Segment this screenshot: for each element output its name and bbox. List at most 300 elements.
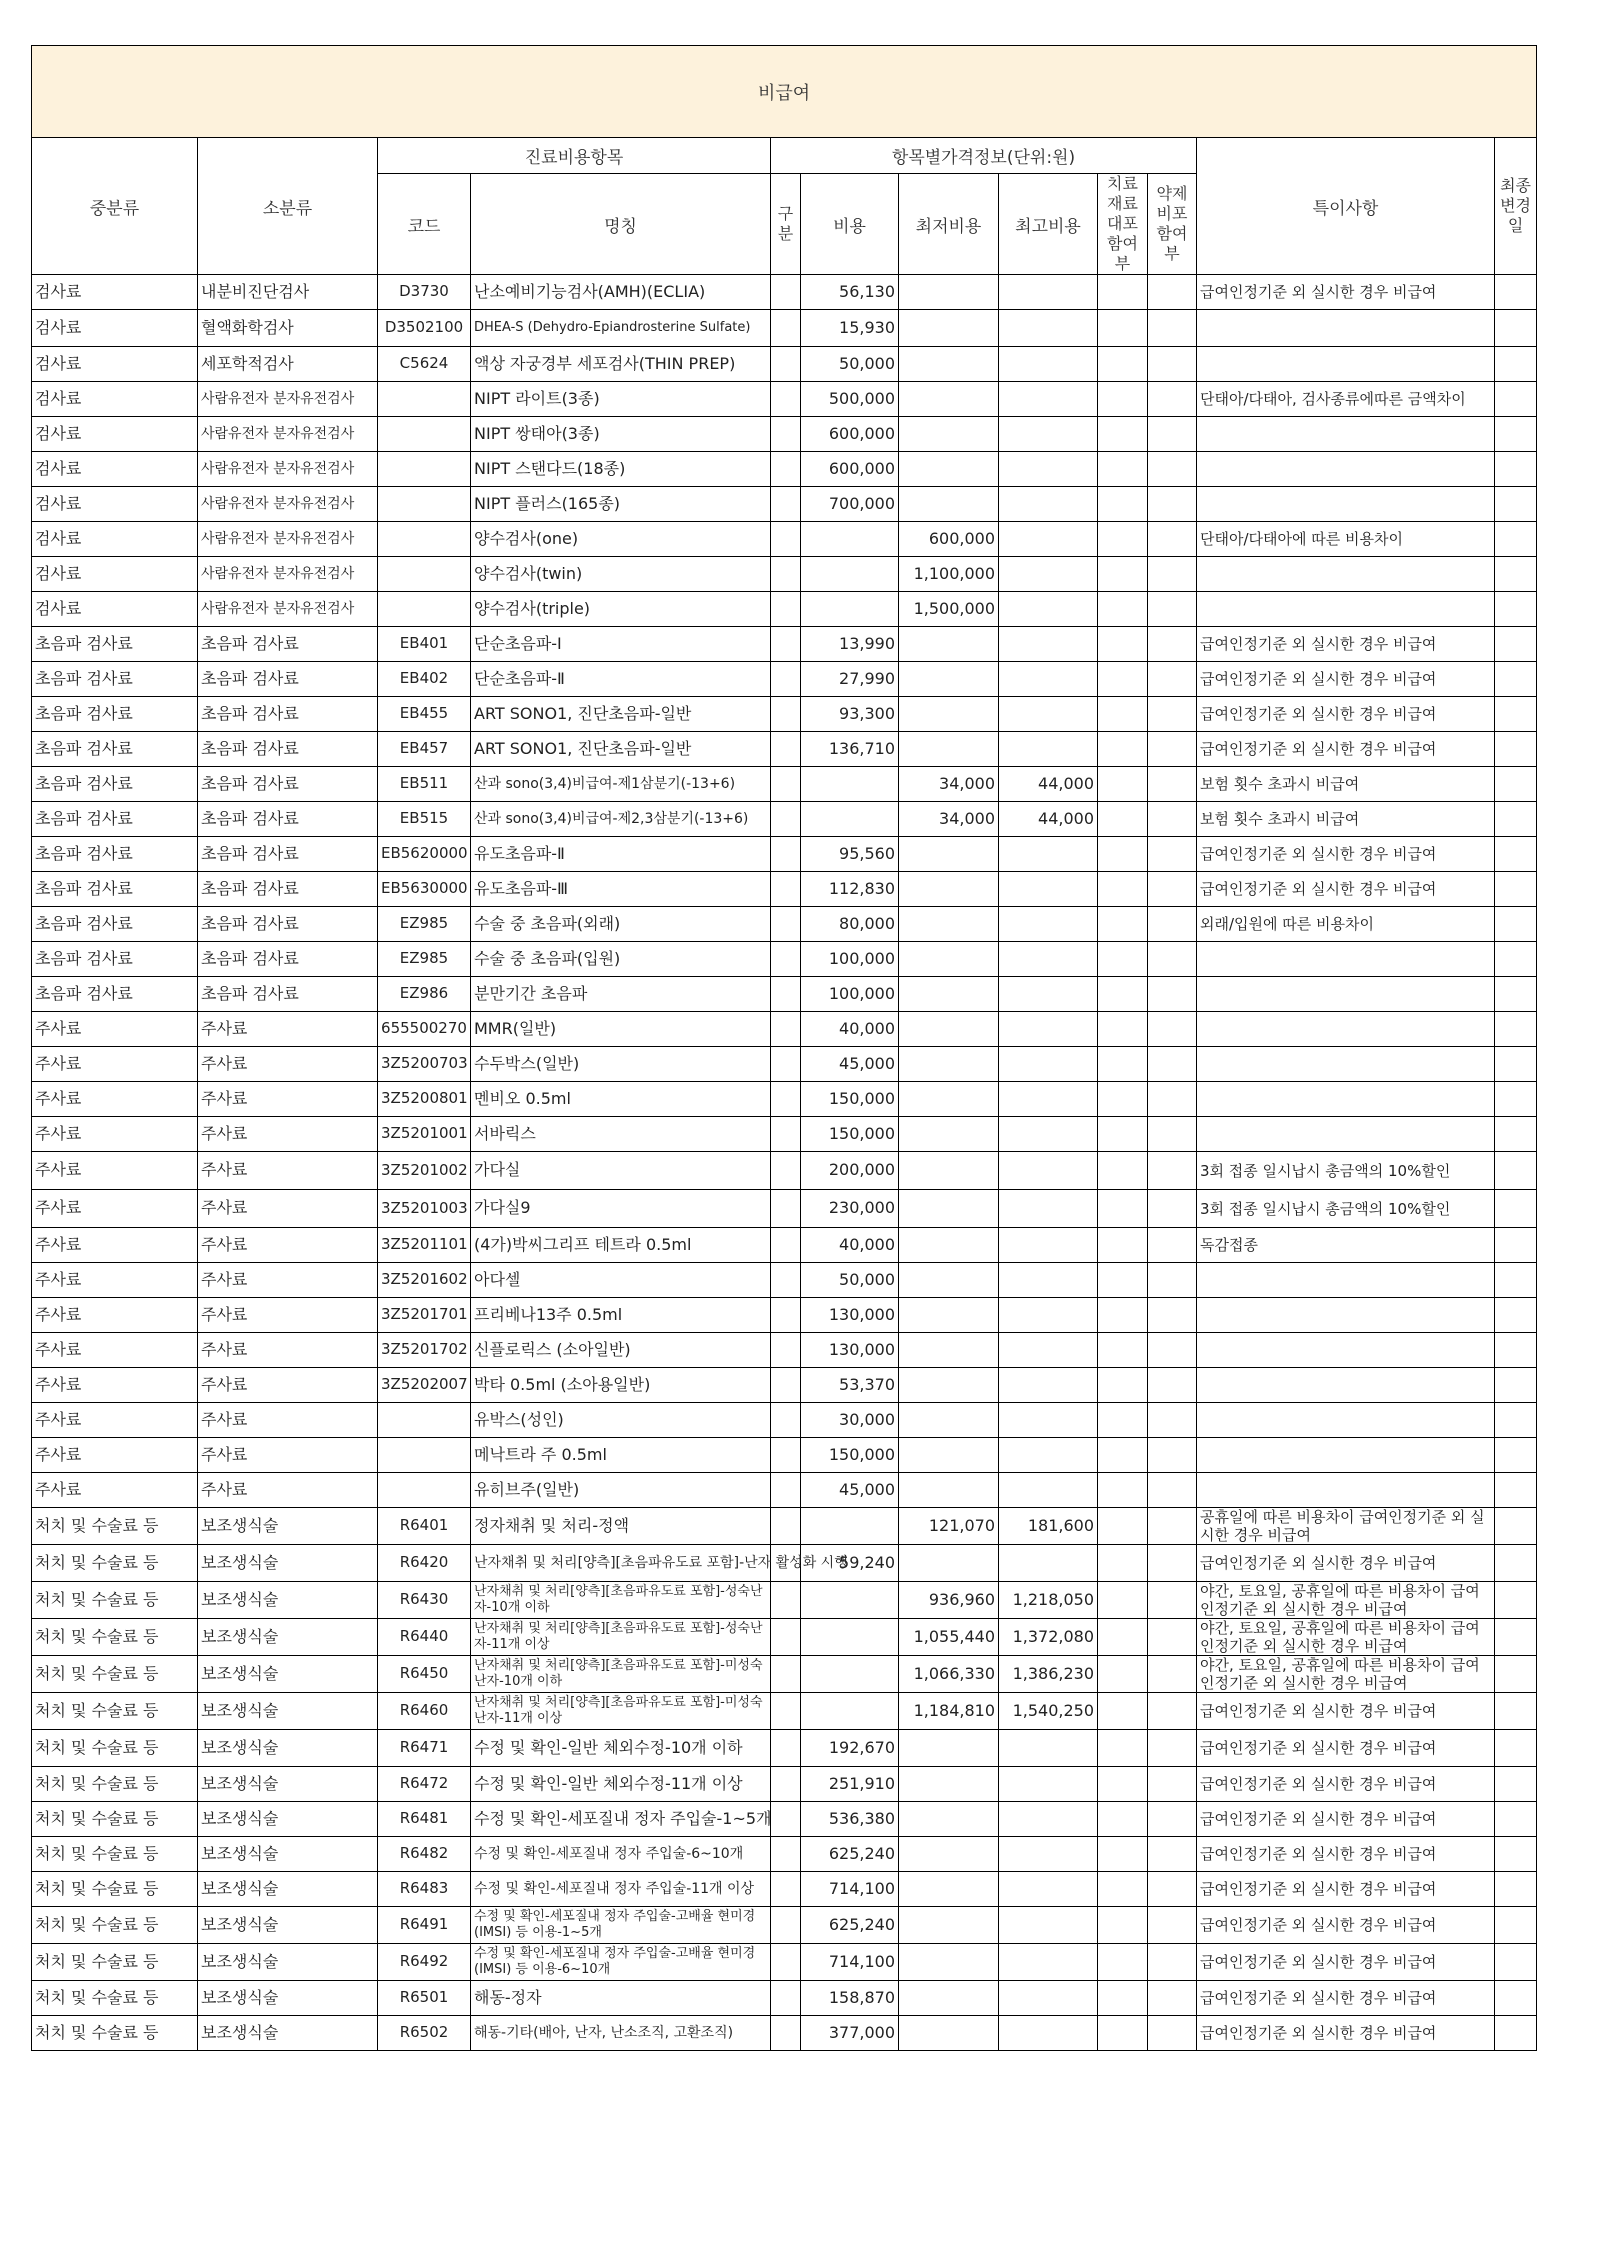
cell-note: 급여인정기준 외 실시한 경우 비급여 bbox=[1197, 1944, 1495, 1981]
cell-min-cost bbox=[899, 907, 999, 942]
cell-name: 해동-기타(배아, 난자, 난소조직, 고환조직) bbox=[471, 2016, 771, 2051]
cell-mid-category: 초음파 검사료 bbox=[32, 907, 198, 942]
table-row bbox=[32, 627, 1537, 662]
cell-mid-category: 초음파 검사료 bbox=[32, 732, 198, 767]
cell-sub-category: 주사료 bbox=[198, 1403, 378, 1438]
cell-cost: 158,870 bbox=[801, 1981, 899, 2016]
header-group-price: 항목별가격정보(단위:원) bbox=[771, 138, 1197, 174]
cell-div bbox=[771, 697, 801, 732]
cell-sub-category: 초음파 검사료 bbox=[198, 627, 378, 662]
cell-last-change bbox=[1495, 1693, 1537, 1730]
cell-mid-category: 주사료 bbox=[32, 1263, 198, 1298]
cell-drug bbox=[1148, 697, 1197, 732]
cell-max-cost bbox=[999, 2016, 1098, 2051]
cell-code: R6450 bbox=[378, 1656, 471, 1693]
cell-max-cost bbox=[999, 907, 1098, 942]
cell-min-cost bbox=[899, 627, 999, 662]
table-row bbox=[32, 1545, 1537, 1582]
cell-div bbox=[771, 662, 801, 697]
cell-drug bbox=[1148, 275, 1197, 310]
cell-max-cost bbox=[999, 977, 1098, 1012]
table-row bbox=[32, 417, 1537, 452]
cell-material bbox=[1098, 1228, 1148, 1263]
cell-note bbox=[1197, 417, 1495, 452]
cell-cost: 27,990 bbox=[801, 662, 899, 697]
cell-min-cost bbox=[899, 1907, 999, 1944]
cell-max-cost bbox=[999, 1837, 1098, 1872]
cell-div bbox=[771, 1047, 801, 1082]
cell-cost: 700,000 bbox=[801, 487, 899, 522]
cell-note: 급여인정기준 외 실시한 경우 비급여 bbox=[1197, 1907, 1495, 1944]
cell-mid-category: 검사료 bbox=[32, 417, 198, 452]
cell-code: EB5620000 bbox=[378, 837, 471, 872]
cell-material bbox=[1098, 1082, 1148, 1117]
cell-material bbox=[1098, 697, 1148, 732]
cell-code: R6430 bbox=[378, 1582, 471, 1619]
cell-note bbox=[1197, 1263, 1495, 1298]
cell-drug bbox=[1148, 732, 1197, 767]
cell-last-change bbox=[1495, 1907, 1537, 1944]
cell-note: 급여인정기준 외 실시한 경우 비급여 bbox=[1197, 697, 1495, 732]
cell-sub-category: 초음파 검사료 bbox=[198, 662, 378, 697]
cell-last-change bbox=[1495, 592, 1537, 627]
cell-max-cost bbox=[999, 1872, 1098, 1907]
cell-max-cost bbox=[999, 627, 1098, 662]
cell-code: 3Z5201702 bbox=[378, 1333, 471, 1368]
cell-code: R6502 bbox=[378, 2016, 471, 2051]
cell-mid-category: 검사료 bbox=[32, 310, 198, 347]
cell-div bbox=[771, 872, 801, 907]
cell-last-change bbox=[1495, 697, 1537, 732]
cell-material bbox=[1098, 1298, 1148, 1333]
cell-cost: 100,000 bbox=[801, 977, 899, 1012]
cell-max-cost bbox=[999, 1012, 1098, 1047]
cell-code: EB457 bbox=[378, 732, 471, 767]
table-row bbox=[32, 1190, 1537, 1228]
cell-sub-category: 보조생식술 bbox=[198, 1872, 378, 1907]
cell-drug bbox=[1148, 1619, 1197, 1656]
cell-cost: 377,000 bbox=[801, 2016, 899, 2051]
cell-note: 급여인정기준 외 실시한 경우 비급여 bbox=[1197, 837, 1495, 872]
cell-sub-category: 주사료 bbox=[198, 1082, 378, 1117]
cell-div bbox=[771, 2016, 801, 2051]
cell-name: NIPT 스탠다드(18종) bbox=[471, 452, 771, 487]
cell-drug bbox=[1148, 1403, 1197, 1438]
cell-drug bbox=[1148, 1802, 1197, 1837]
cell-sub-category: 주사료 bbox=[198, 1047, 378, 1082]
cell-code: 3Z5200801 bbox=[378, 1082, 471, 1117]
table-row bbox=[32, 557, 1537, 592]
cell-name: 수정 및 확인-세포질내 정자 주입술-1~5개 bbox=[471, 1802, 771, 1837]
header-drug-included: 약제비포함여부 bbox=[1148, 174, 1197, 275]
cell-min-cost bbox=[899, 1545, 999, 1582]
cell-drug bbox=[1148, 1082, 1197, 1117]
cell-note: 급여인정기준 외 실시한 경우 비급여 bbox=[1197, 627, 1495, 662]
cell-name: 양수검사(one) bbox=[471, 522, 771, 557]
table-row bbox=[32, 942, 1537, 977]
cell-drug bbox=[1148, 417, 1197, 452]
cell-max-cost bbox=[999, 1981, 1098, 2016]
cell-div bbox=[771, 1152, 801, 1190]
cell-div bbox=[771, 452, 801, 487]
cell-name: 메낙트라 주 0.5ml bbox=[471, 1438, 771, 1473]
cell-cost: 45,000 bbox=[801, 1473, 899, 1508]
cell-drug bbox=[1148, 907, 1197, 942]
fee-table bbox=[31, 45, 1537, 2051]
table-row bbox=[32, 1082, 1537, 1117]
cell-drug bbox=[1148, 1907, 1197, 1944]
cell-div bbox=[771, 1872, 801, 1907]
cell-material bbox=[1098, 1944, 1148, 1981]
cell-drug bbox=[1148, 557, 1197, 592]
page-title: 비급여 bbox=[32, 46, 1537, 138]
cell-note: 급여인정기준 외 실시한 경우 비급여 bbox=[1197, 1693, 1495, 1730]
cell-mid-category: 검사료 bbox=[32, 522, 198, 557]
cell-note: 보험 횟수 초과시 비급여 bbox=[1197, 802, 1495, 837]
cell-material bbox=[1098, 1152, 1148, 1190]
table-row bbox=[32, 347, 1537, 382]
cell-div bbox=[771, 310, 801, 347]
table-row bbox=[32, 767, 1537, 802]
cell-material bbox=[1098, 1619, 1148, 1656]
cell-code: R6483 bbox=[378, 1872, 471, 1907]
cell-code: EZ985 bbox=[378, 907, 471, 942]
cell-material bbox=[1098, 942, 1148, 977]
cell-max-cost bbox=[999, 732, 1098, 767]
cell-material bbox=[1098, 1582, 1148, 1619]
cell-last-change bbox=[1495, 1837, 1537, 1872]
cell-code: R6440 bbox=[378, 1619, 471, 1656]
cell-code: R6471 bbox=[378, 1730, 471, 1767]
table-row bbox=[32, 1117, 1537, 1152]
cell-last-change bbox=[1495, 732, 1537, 767]
table-row bbox=[32, 1907, 1537, 1944]
cell-div bbox=[771, 1403, 801, 1438]
cell-name: 유히브주(일반) bbox=[471, 1473, 771, 1508]
cell-code bbox=[378, 592, 471, 627]
table-row bbox=[32, 1473, 1537, 1508]
cell-note: 단태아/다태아에 따른 비용차이 bbox=[1197, 522, 1495, 557]
cell-mid-category: 주사료 bbox=[32, 1473, 198, 1508]
cell-cost: 150,000 bbox=[801, 1438, 899, 1473]
cell-div bbox=[771, 1730, 801, 1767]
cell-sub-category: 사람유전자 분자유전검사 bbox=[198, 487, 378, 522]
cell-max-cost bbox=[999, 1228, 1098, 1263]
cell-material bbox=[1098, 907, 1148, 942]
table-row bbox=[32, 837, 1537, 872]
cell-cost: 500,000 bbox=[801, 382, 899, 417]
cell-name: 수정 및 확인-세포질내 정자 주입술-6~10개 bbox=[471, 1837, 771, 1872]
cell-mid-category: 초음파 검사료 bbox=[32, 662, 198, 697]
cell-name: DHEA-S (Dehydro-Epiandrosterine Sulfate) bbox=[471, 310, 771, 347]
cell-note bbox=[1197, 1012, 1495, 1047]
cell-div bbox=[771, 1228, 801, 1263]
cell-material bbox=[1098, 452, 1148, 487]
cell-material bbox=[1098, 1263, 1148, 1298]
cell-code: R6472 bbox=[378, 1767, 471, 1802]
table-row bbox=[32, 1802, 1537, 1837]
cell-max-cost bbox=[999, 1298, 1098, 1333]
cell-max-cost bbox=[999, 382, 1098, 417]
cell-sub-category: 내분비진단검사 bbox=[198, 275, 378, 310]
cell-mid-category: 처치 및 수술료 등 bbox=[32, 1872, 198, 1907]
cell-cost: 192,670 bbox=[801, 1730, 899, 1767]
cell-name: 아다셀 bbox=[471, 1263, 771, 1298]
cell-min-cost bbox=[899, 732, 999, 767]
cell-note: 급여인정기준 외 실시한 경우 비급여 bbox=[1197, 1545, 1495, 1582]
cell-note: 급여인정기준 외 실시한 경우 비급여 bbox=[1197, 2016, 1495, 2051]
cell-min-cost bbox=[899, 1802, 999, 1837]
cell-name: 수정 및 확인-일반 체외수정-10개 이하 bbox=[471, 1730, 771, 1767]
cell-min-cost bbox=[899, 1152, 999, 1190]
cell-min-cost bbox=[899, 1263, 999, 1298]
cell-last-change bbox=[1495, 1872, 1537, 1907]
cell-sub-category: 초음파 검사료 bbox=[198, 942, 378, 977]
cell-mid-category: 주사료 bbox=[32, 1368, 198, 1403]
cell-last-change bbox=[1495, 1368, 1537, 1403]
cell-drug bbox=[1148, 1152, 1197, 1190]
cell-div bbox=[771, 592, 801, 627]
cell-div bbox=[771, 977, 801, 1012]
cell-min-cost bbox=[899, 697, 999, 732]
cell-max-cost bbox=[999, 1117, 1098, 1152]
cell-material bbox=[1098, 2016, 1148, 2051]
cell-note bbox=[1197, 942, 1495, 977]
cell-drug bbox=[1148, 977, 1197, 1012]
cell-drug bbox=[1148, 522, 1197, 557]
cell-name: 산과 sono(3,4)비급여-제2,3삼분기(-13+6) bbox=[471, 802, 771, 837]
cell-max-cost bbox=[999, 310, 1098, 347]
cell-min-cost bbox=[899, 837, 999, 872]
cell-sub-category: 보조생식술 bbox=[198, 1907, 378, 1944]
cell-min-cost bbox=[899, 1872, 999, 1907]
cell-note: 급여인정기준 외 실시한 경우 비급여 bbox=[1197, 1802, 1495, 1837]
header-material-included: 치료재료대포함여부 bbox=[1098, 174, 1148, 275]
cell-last-change bbox=[1495, 1047, 1537, 1082]
cell-code: 3Z5201701 bbox=[378, 1298, 471, 1333]
table-row bbox=[32, 872, 1537, 907]
cell-mid-category: 처치 및 수술료 등 bbox=[32, 1837, 198, 1872]
cell-code: EB401 bbox=[378, 627, 471, 662]
cell-material bbox=[1098, 1508, 1148, 1545]
cell-mid-category: 검사료 bbox=[32, 557, 198, 592]
cell-sub-category: 사람유전자 분자유전검사 bbox=[198, 557, 378, 592]
cell-sub-category: 초음파 검사료 bbox=[198, 907, 378, 942]
cell-name: 정자채취 및 처리-정액 bbox=[471, 1508, 771, 1545]
cell-last-change bbox=[1495, 1403, 1537, 1438]
cell-last-change bbox=[1495, 310, 1537, 347]
cell-last-change bbox=[1495, 557, 1537, 592]
cell-note bbox=[1197, 1368, 1495, 1403]
cell-last-change bbox=[1495, 1263, 1537, 1298]
cell-material bbox=[1098, 1047, 1148, 1082]
cell-note: 3회 접종 일시납시 총금액의 10%할인 bbox=[1197, 1152, 1495, 1190]
cell-last-change bbox=[1495, 1152, 1537, 1190]
cell-min-cost bbox=[899, 1981, 999, 2016]
cell-div bbox=[771, 1582, 801, 1619]
cell-min-cost: 1,066,330 bbox=[899, 1656, 999, 1693]
cell-code: 655500270 bbox=[378, 1012, 471, 1047]
header-last-change: 최종변경일 bbox=[1495, 138, 1537, 275]
cell-last-change bbox=[1495, 907, 1537, 942]
cell-material bbox=[1098, 977, 1148, 1012]
cell-drug bbox=[1148, 347, 1197, 382]
cell-material bbox=[1098, 275, 1148, 310]
cell-max-cost bbox=[999, 1545, 1098, 1582]
cell-note: 급여인정기준 외 실시한 경우 비급여 bbox=[1197, 1837, 1495, 1872]
cell-cost: 40,000 bbox=[801, 1228, 899, 1263]
cell-note: 급여인정기준 외 실시한 경우 비급여 bbox=[1197, 1730, 1495, 1767]
table-row bbox=[32, 1656, 1537, 1693]
cell-div bbox=[771, 1190, 801, 1228]
cell-material bbox=[1098, 382, 1148, 417]
cell-mid-category: 초음파 검사료 bbox=[32, 872, 198, 907]
cell-drug bbox=[1148, 1368, 1197, 1403]
cell-mid-category: 초음파 검사료 bbox=[32, 627, 198, 662]
cell-drug bbox=[1148, 802, 1197, 837]
cell-max-cost bbox=[999, 487, 1098, 522]
cell-cost: 600,000 bbox=[801, 452, 899, 487]
table-row bbox=[32, 907, 1537, 942]
cell-name: 난자채취 및 처리[양측][초음파유도료 포함]-성숙난자-10개 이하 bbox=[471, 1582, 771, 1619]
cell-drug bbox=[1148, 1944, 1197, 1981]
cell-min-cost bbox=[899, 382, 999, 417]
cell-min-cost bbox=[899, 1473, 999, 1508]
cell-last-change bbox=[1495, 942, 1537, 977]
cell-name: 유도초음파-Ⅱ bbox=[471, 837, 771, 872]
cell-name: 난자채취 및 처리[양측][초음파유도료 포함]-미성숙난자-11개 이상 bbox=[471, 1693, 771, 1730]
cell-sub-category: 보조생식술 bbox=[198, 1656, 378, 1693]
cell-note: 독감접종 bbox=[1197, 1228, 1495, 1263]
cell-min-cost: 121,070 bbox=[899, 1508, 999, 1545]
cell-sub-category: 보조생식술 bbox=[198, 1545, 378, 1582]
cell-sub-category: 주사료 bbox=[198, 1368, 378, 1403]
cell-mid-category: 처치 및 수술료 등 bbox=[32, 1981, 198, 2016]
cell-cost bbox=[801, 557, 899, 592]
cell-last-change bbox=[1495, 522, 1537, 557]
cell-sub-category: 주사료 bbox=[198, 1117, 378, 1152]
cell-note: 외래/입원에 따른 비용차이 bbox=[1197, 907, 1495, 942]
cell-last-change bbox=[1495, 1333, 1537, 1368]
cell-mid-category: 처치 및 수술료 등 bbox=[32, 1582, 198, 1619]
table-row bbox=[32, 1152, 1537, 1190]
cell-mid-category: 처치 및 수술료 등 bbox=[32, 1656, 198, 1693]
cell-note: 급여인정기준 외 실시한 경우 비급여 bbox=[1197, 872, 1495, 907]
fee-table-sheet bbox=[31, 45, 1536, 2051]
cell-code: R6491 bbox=[378, 1907, 471, 1944]
cell-div bbox=[771, 837, 801, 872]
cell-last-change bbox=[1495, 347, 1537, 382]
cell-last-change bbox=[1495, 837, 1537, 872]
cell-name: 난소예비기능검사(AMH)(ECLIA) bbox=[471, 275, 771, 310]
cell-div bbox=[771, 1082, 801, 1117]
cell-code bbox=[378, 1473, 471, 1508]
cell-material bbox=[1098, 802, 1148, 837]
cell-code: 3Z5202007 bbox=[378, 1368, 471, 1403]
cell-cost bbox=[801, 1656, 899, 1693]
cell-min-cost bbox=[899, 1767, 999, 1802]
cell-div bbox=[771, 1944, 801, 1981]
cell-div bbox=[771, 907, 801, 942]
cell-drug bbox=[1148, 1012, 1197, 1047]
table-row bbox=[32, 1730, 1537, 1767]
cell-name: MMR(일반) bbox=[471, 1012, 771, 1047]
table-row bbox=[32, 662, 1537, 697]
cell-material bbox=[1098, 417, 1148, 452]
cell-min-cost: 1,184,810 bbox=[899, 1693, 999, 1730]
cell-min-cost bbox=[899, 347, 999, 382]
cell-max-cost: 44,000 bbox=[999, 802, 1098, 837]
table-row bbox=[32, 1981, 1537, 2016]
cell-drug bbox=[1148, 382, 1197, 417]
cell-cost: 625,240 bbox=[801, 1837, 899, 1872]
cell-div bbox=[771, 275, 801, 310]
cell-min-cost: 34,000 bbox=[899, 767, 999, 802]
cell-mid-category: 검사료 bbox=[32, 382, 198, 417]
cell-mid-category: 초음파 검사료 bbox=[32, 767, 198, 802]
cell-cost: 100,000 bbox=[801, 942, 899, 977]
cell-mid-category: 처치 및 수술료 등 bbox=[32, 1767, 198, 1802]
cell-min-cost: 600,000 bbox=[899, 522, 999, 557]
cell-material bbox=[1098, 1012, 1148, 1047]
cell-material bbox=[1098, 347, 1148, 382]
cell-min-cost bbox=[899, 977, 999, 1012]
cell-code: R6401 bbox=[378, 1508, 471, 1545]
cell-material bbox=[1098, 1693, 1148, 1730]
cell-note: 공휴일에 따른 비용차이 급여인정기준 외 실시한 경우 비급여 bbox=[1197, 1508, 1495, 1545]
cell-drug bbox=[1148, 310, 1197, 347]
cell-name: 유박스(성인) bbox=[471, 1403, 771, 1438]
cell-div bbox=[771, 1438, 801, 1473]
cell-mid-category: 처치 및 수술료 등 bbox=[32, 2016, 198, 2051]
cell-drug bbox=[1148, 1582, 1197, 1619]
cell-note: 단태아/다태아, 검사종류에따른 금액차이 bbox=[1197, 382, 1495, 417]
cell-name: 수술 중 초음파(입원) bbox=[471, 942, 771, 977]
cell-cost: 53,370 bbox=[801, 1368, 899, 1403]
cell-last-change bbox=[1495, 1117, 1537, 1152]
cell-max-cost bbox=[999, 1368, 1098, 1403]
cell-sub-category: 보조생식술 bbox=[198, 1944, 378, 1981]
cell-name: 가다실 bbox=[471, 1152, 771, 1190]
cell-name: 난자채취 및 처리[양측][초음파유도료 포함]-난자 활성화 시행 bbox=[471, 1545, 771, 1582]
cell-sub-category: 주사료 bbox=[198, 1473, 378, 1508]
cell-sub-category: 사람유전자 분자유전검사 bbox=[198, 452, 378, 487]
cell-max-cost bbox=[999, 1767, 1098, 1802]
cell-cost: 200,000 bbox=[801, 1152, 899, 1190]
cell-div bbox=[771, 1802, 801, 1837]
cell-name: 수술 중 초음파(외래) bbox=[471, 907, 771, 942]
cell-div bbox=[771, 1117, 801, 1152]
cell-div bbox=[771, 767, 801, 802]
cell-name: NIPT 플러스(165종) bbox=[471, 487, 771, 522]
cell-note bbox=[1197, 1047, 1495, 1082]
cell-material bbox=[1098, 1872, 1148, 1907]
cell-mid-category: 초음파 검사료 bbox=[32, 977, 198, 1012]
cell-mid-category: 주사료 bbox=[32, 1298, 198, 1333]
cell-code: EB511 bbox=[378, 767, 471, 802]
header-note: 특이사항 bbox=[1197, 138, 1495, 275]
cell-div bbox=[771, 1693, 801, 1730]
table-row bbox=[32, 732, 1537, 767]
header-mid-category: 중분류 bbox=[32, 138, 198, 275]
cell-min-cost bbox=[899, 1082, 999, 1117]
cell-drug bbox=[1148, 1545, 1197, 1582]
cell-note bbox=[1197, 452, 1495, 487]
cell-name: 수정 및 확인-세포질내 정자 주입술-고배율 현미경(IMSI) 등 이용-1~5개 bbox=[471, 1907, 771, 1944]
cell-mid-category: 처치 및 수술료 등 bbox=[32, 1693, 198, 1730]
cell-material bbox=[1098, 627, 1148, 662]
cell-note bbox=[1197, 557, 1495, 592]
